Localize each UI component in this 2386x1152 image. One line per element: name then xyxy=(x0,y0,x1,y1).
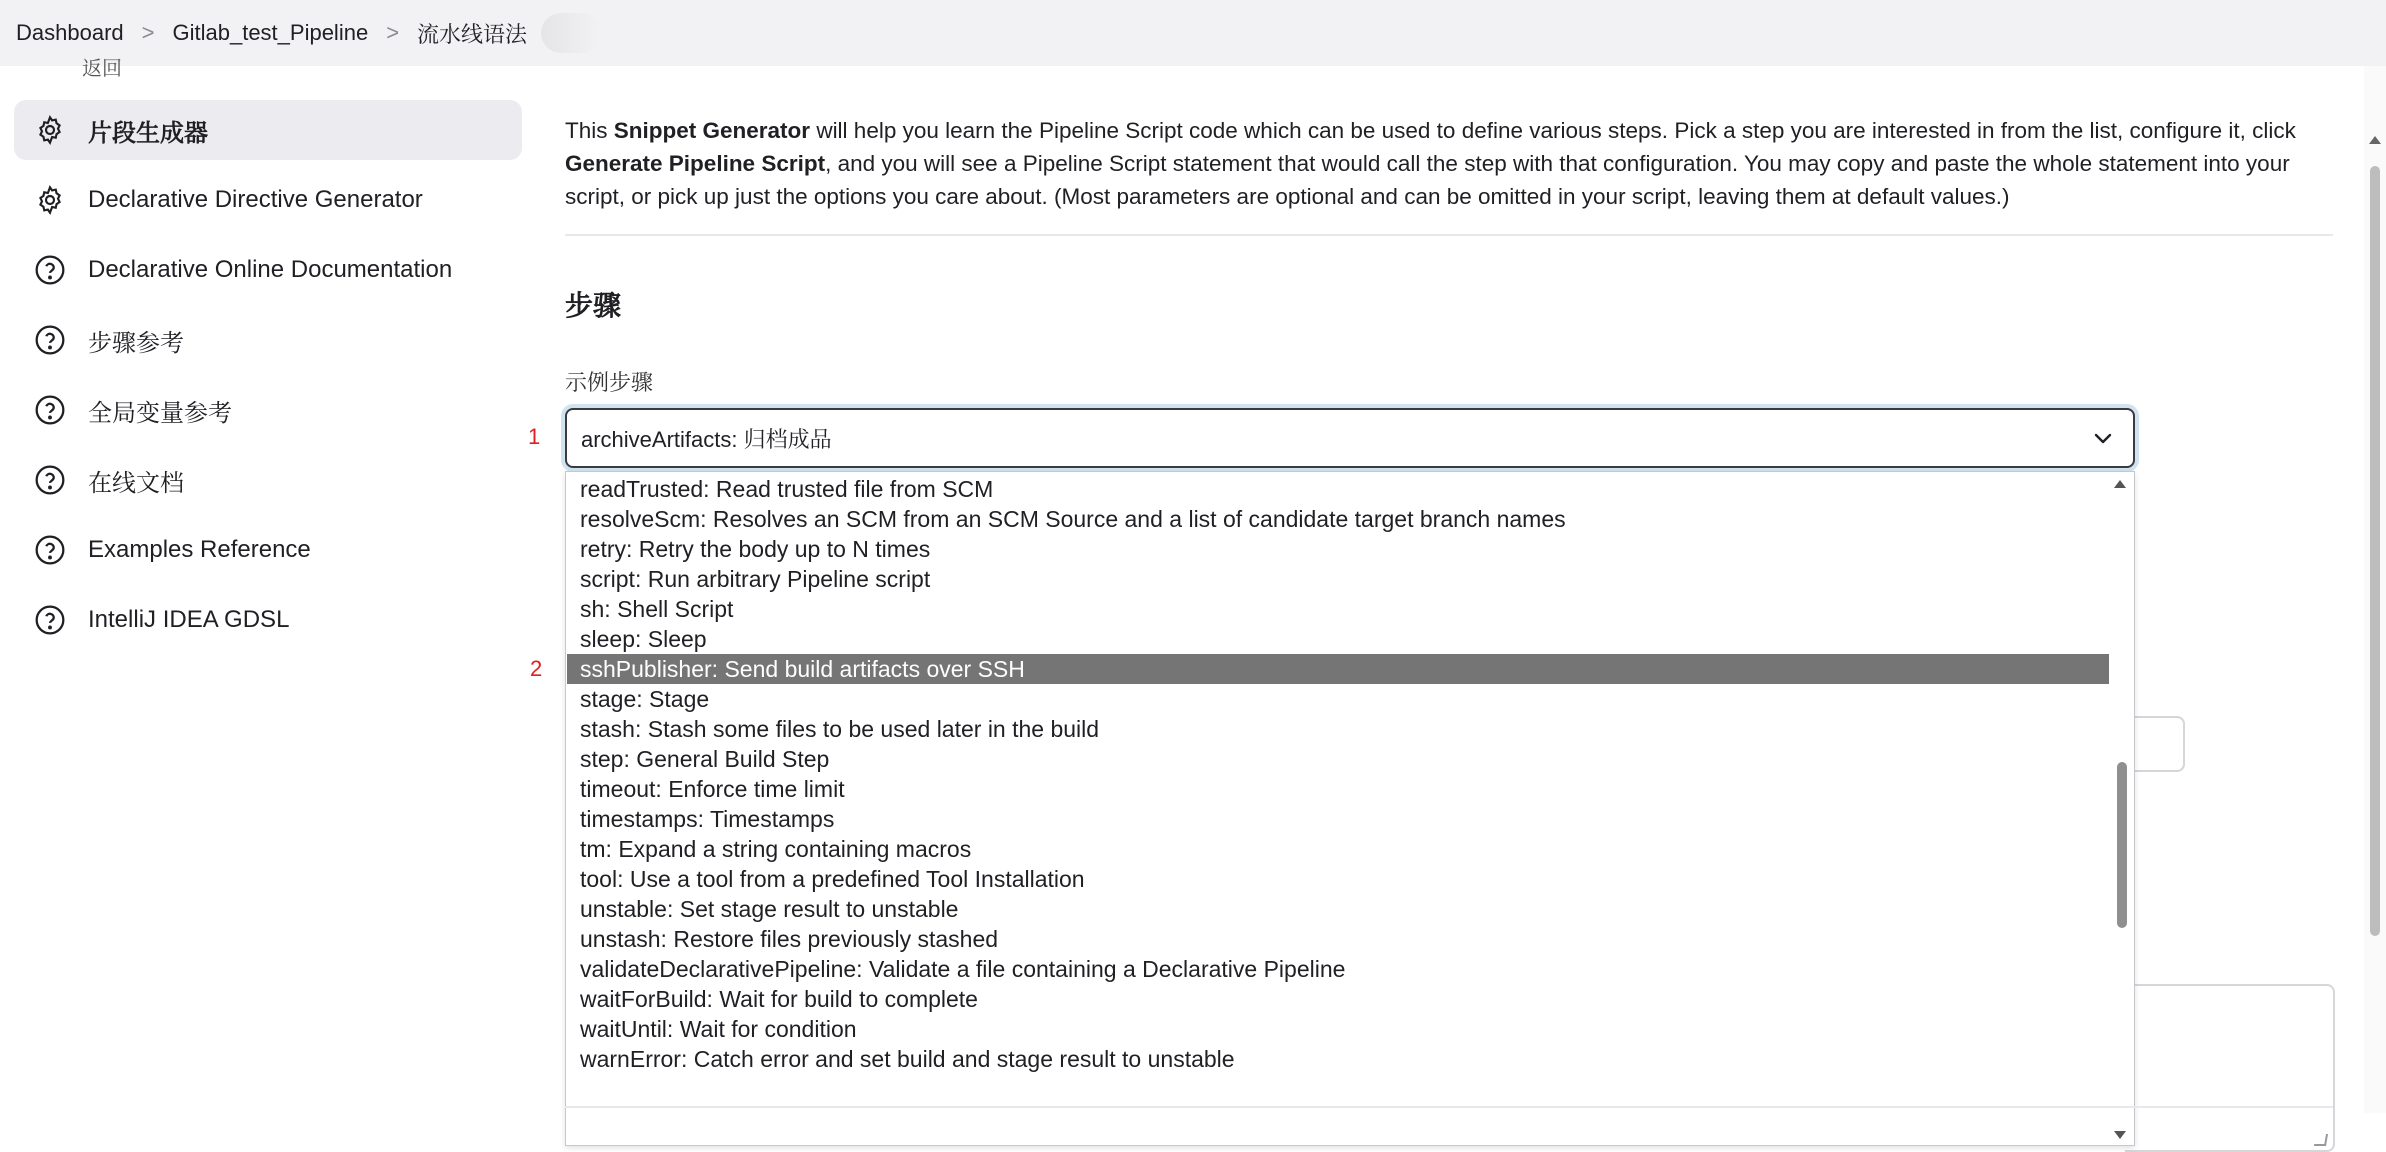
dropdown-option[interactable]: resolveScm: Resolves an SCM from an SCM Source and a list of candidate target branch names xyxy=(580,506,1566,532)
sidebar-item-steps-reference[interactable] xyxy=(14,310,522,370)
sidebar-item-label: Examples Reference xyxy=(88,536,311,563)
scroll-up-arrow-icon[interactable] xyxy=(2114,480,2126,488)
intro-text-part: This xyxy=(565,118,614,143)
sample-step-label: 示例步骤 xyxy=(565,370,654,395)
help-circle-icon xyxy=(32,252,68,288)
sidebar-back-link[interactable] xyxy=(42,58,122,80)
page-scrollbar-thumb[interactable] xyxy=(2370,166,2380,936)
sidebar-item-online-documentation[interactable] xyxy=(14,240,522,300)
sidebar-item-examples-reference[interactable] xyxy=(14,520,522,580)
scroll-down-arrow-icon[interactable] xyxy=(2114,1131,2126,1139)
intro-bold-generate-script: Generate Pipeline Script xyxy=(565,151,826,176)
dropdown-option[interactable]: unstash: Restore files previously stashed xyxy=(580,926,999,952)
dropdown-option[interactable]: retry: Retry the body up to N times xyxy=(580,536,931,562)
dropdown-option[interactable]: validateDeclarativePipeline: Validate a file containing a Declarative Pipeline xyxy=(580,956,1346,982)
dropdown-option-selected[interactable]: sshPublisher: Send build artifacts over SSH xyxy=(567,654,2109,684)
help-circle-icon xyxy=(32,462,68,498)
resize-handle-icon xyxy=(2314,1134,2328,1146)
help-circle-icon xyxy=(32,392,68,428)
sidebar-item-label: 片段生成器 xyxy=(88,119,208,147)
sidebar-item-directive-generator[interactable] xyxy=(14,170,522,230)
annotation-marker-2: 2 xyxy=(530,656,543,681)
sidebar-item-global-variables[interactable] xyxy=(14,380,522,440)
breadcrumb-dashboard[interactable]: Dashboard xyxy=(16,20,124,45)
dropdown-option[interactable]: timeout: Enforce time limit xyxy=(580,776,845,802)
scroll-up-arrow-icon[interactable] xyxy=(2369,136,2381,144)
help-circle-icon xyxy=(32,532,68,568)
sidebar-item-label: IntelliJ IDEA GDSL xyxy=(88,606,290,633)
breadcrumb-separator: > xyxy=(386,20,400,45)
dropdown-option[interactable]: step: General Build Step xyxy=(580,746,830,772)
breadcrumb xyxy=(0,0,2386,66)
sample-step-select[interactable] xyxy=(565,408,2135,468)
sidebar-item-intellij-gdsl[interactable] xyxy=(14,590,522,650)
help-circle-icon xyxy=(32,322,68,358)
dropdown-option[interactable]: tm: Expand a string containing macros xyxy=(580,836,972,862)
dropdown-scrollbar-thumb[interactable] xyxy=(2117,762,2127,928)
dropdown-option[interactable]: stage: Stage xyxy=(580,686,710,712)
sidebar-item-label: 全局变量参考 xyxy=(88,399,232,427)
breadcrumb-job[interactable]: Gitlab_test_Pipeline xyxy=(172,20,369,45)
dropdown-option[interactable]: tool: Use a tool from a predefined Tool Installation xyxy=(580,866,1085,892)
breadcrumb-pipeline-syntax[interactable]: 流水线语法 xyxy=(417,21,528,47)
dropdown-option[interactable]: stash: Stash some files to be used later in the build xyxy=(580,716,1100,742)
section-title-steps: 步骤 xyxy=(565,290,622,321)
page-scrollbar[interactable] xyxy=(2364,66,2386,1113)
sidebar-item-label: Declarative Directive Generator xyxy=(88,186,423,213)
sidebar-item-label: Declarative Online Documentation xyxy=(88,256,453,283)
sidebar-item-snippet-generator[interactable] xyxy=(14,100,522,160)
intro-bold-snippet-generator: Snippet Generator xyxy=(613,118,811,143)
sidebar-item-label: 步骤参考 xyxy=(88,329,184,357)
dropdown-option[interactable]: unstable: Set stage result to unstable xyxy=(580,896,959,922)
sidebar-item-label: 在线文档 xyxy=(88,469,184,497)
step-dropdown-list[interactable] xyxy=(565,471,2135,1146)
breadcrumb-separator: > xyxy=(141,20,155,45)
annotation-marker-1: 1 xyxy=(528,424,541,449)
intro-text xyxy=(565,114,2325,213)
divider xyxy=(565,1106,2333,1108)
intro-text-part: , and you will see a Pipeline Script statement that would call the step with that configuration. You may copy and paste the whole statement into your script, or pick up just the options you care about. (Most parameters are optional and can be omitted in your script, leaving them at default values.) xyxy=(565,151,2290,209)
dropdown-option[interactable]: readTrusted: Read trusted file from SCM xyxy=(580,476,994,502)
dropdown-option[interactable]: sh: Shell Script xyxy=(580,596,734,622)
dropdown-option[interactable]: script: Run arbitrary Pipeline script xyxy=(580,566,931,592)
gear-icon xyxy=(32,112,68,148)
sidebar-item-online-docs[interactable] xyxy=(14,450,522,510)
dropdown-option[interactable]: sleep: Sleep xyxy=(580,626,707,652)
gear-icon xyxy=(32,182,68,218)
dropdown-option[interactable]: timestamps: Timestamps xyxy=(580,806,835,832)
divider xyxy=(565,234,2333,236)
sidebar-back-label: 返回 xyxy=(82,58,122,80)
chevron-down-icon xyxy=(2091,426,2115,450)
breadcrumb-fade xyxy=(541,13,601,53)
dropdown-option[interactable]: waitForBuild: Wait for build to complete xyxy=(580,986,978,1012)
select-current-value: archiveArtifacts: 归档成品 xyxy=(581,426,832,452)
help-circle-icon xyxy=(32,602,68,638)
intro-text-part: will help you learn the Pipeline Script code which can be used to define various steps. Pick a step you are interested in from the list, configure it, click xyxy=(810,118,2296,143)
hidden-textarea xyxy=(2125,984,2335,1152)
dropdown-option[interactable]: waitUntil: Wait for condition xyxy=(580,1016,857,1042)
dropdown-option[interactable]: warnError: Catch error and set build and stage result to unstable xyxy=(580,1046,1235,1072)
